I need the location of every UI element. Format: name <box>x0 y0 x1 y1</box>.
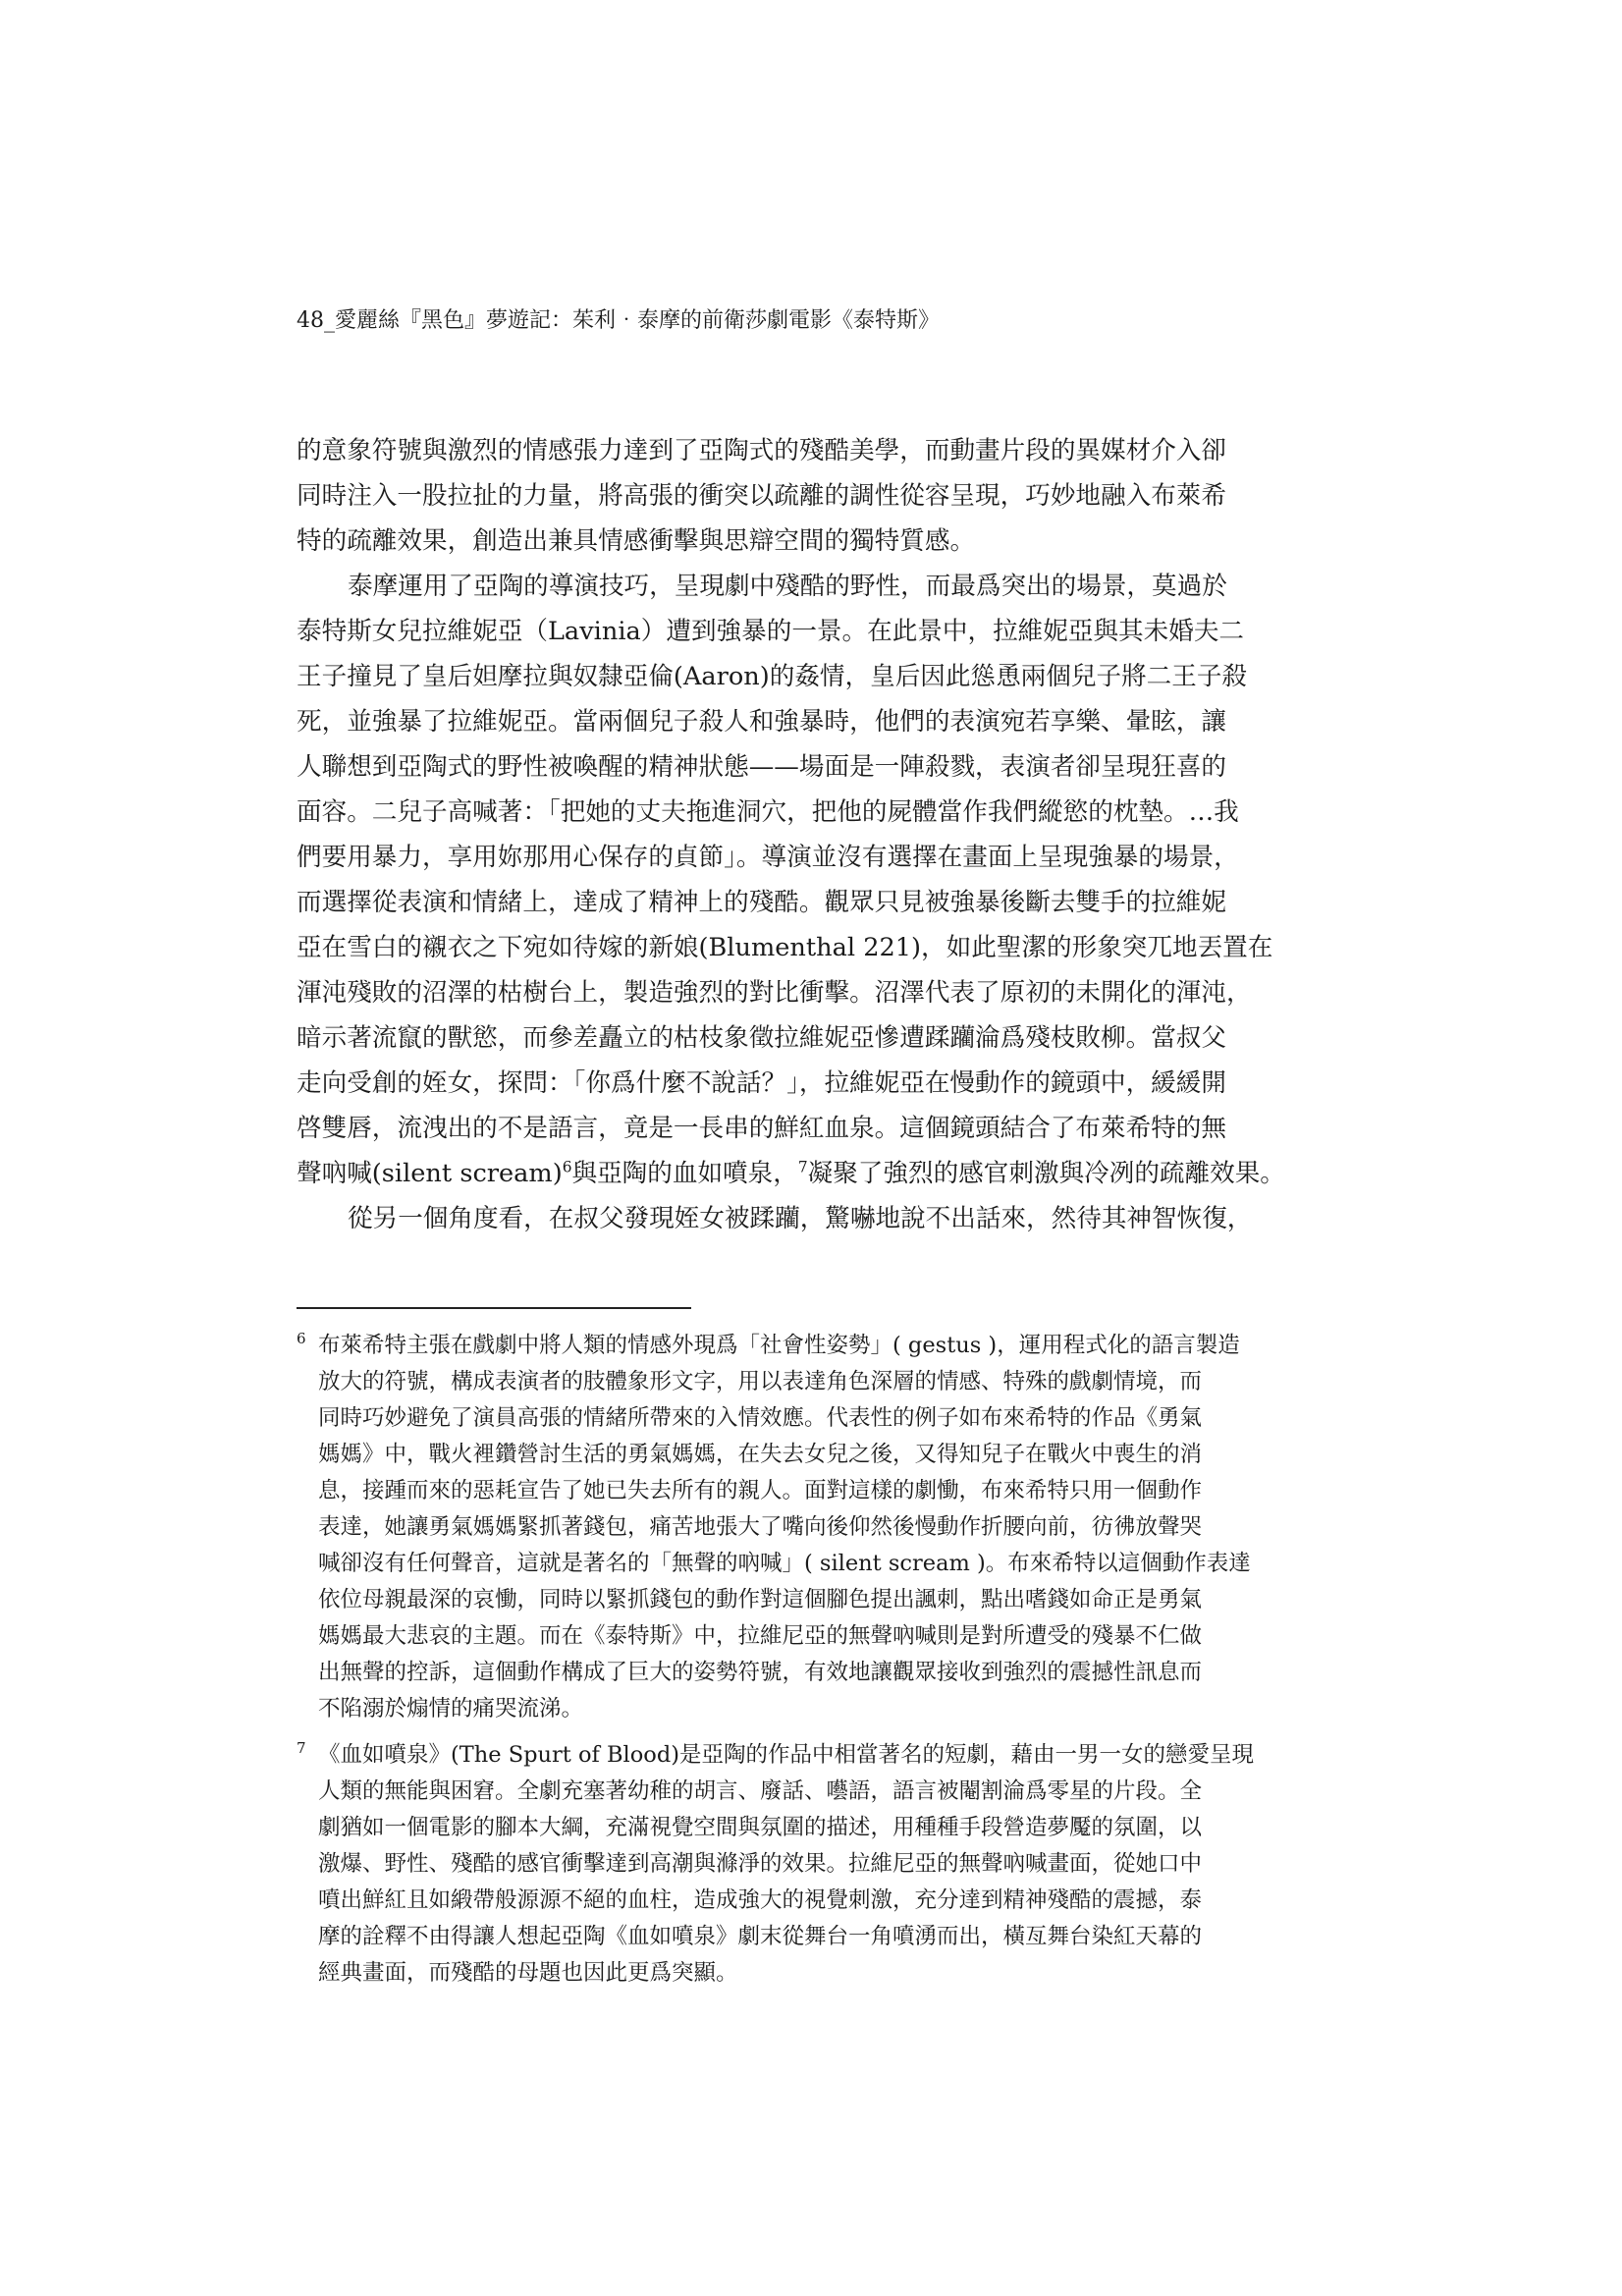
body-line: 們要用暴力，享用妳那用心保存的貞節」。導演並沒有選擇在畫面上呈現強暴的場景， <box>297 843 1239 872</box>
main-text <box>297 428 1320 1241</box>
footnote-line: 布萊希特主張在戲劇中將人類的情感外現爲「社會性姿勢」( gestus )，運用程式化的語言製造 <box>318 1333 1240 1358</box>
body-line: 從另一個角度看，在叔父發現姪女被蹂躪，驚嚇地說不出話來，然待其神智恢復， <box>348 1204 1253 1233</box>
footnote-line: 媽媽》中，戰火裡鑽營討生活的勇氣媽媽，在失去女兒之後，又得知兒子在戰火中喪生的消 <box>318 1442 1203 1467</box>
footnote-line: 噴出鮮紅且如緞帶般源源不絕的血柱，造成強大的視覺刺激，充分達到精神殘酷的震撼，泰 <box>318 1887 1203 1913</box>
body-line: 同時注入一股拉扯的力量，將高張的衝突以疏離的調性從容呈現，巧妙地融入布萊希 <box>297 481 1226 511</box>
body-line: 王子撞見了皇后妲摩拉與奴隸亞倫(Aaron)的姦情，皇后因此慫恿兩個兒子將二王子殺 <box>297 662 1248 691</box>
body-line <box>297 1151 1320 1196</box>
body-line: 走向受創的姪女，探問：「你爲什麼不說話？」，拉維妮亞在慢動作的鏡頭中，緩緩開 <box>297 1068 1226 1098</box>
footnote-line: 息，接踵而來的惡耗宣告了她已失去所有的親人。面對這樣的劇慟，布來希特只用一個動作 <box>318 1478 1203 1503</box>
body-line: 特的疏離效果，創造出兼具情感衝擊與思辯空間的獨特質感。 <box>297 526 976 556</box>
body-line: 啓雙唇，流洩出的不是語言，竟是一長串的鮮紅血泉。這個鏡頭結合了布萊希特的無 <box>297 1114 1226 1143</box>
body-line: 人聯想到亞陶式的野性被喚醒的精神狀態——場面是一陣殺戮，表演者卻呈現狂喜的 <box>297 752 1226 782</box>
body-line: 而選擇從表演和情緒上，達成了精神上的殘酷。觀眾只見被強暴後斷去雙手的拉維妮 <box>297 888 1226 917</box>
footnote-number: 7 <box>297 1739 306 1757</box>
footnote-line: 媽媽最大悲哀的主題。而在《泰特斯》中，拉維尼亞的無聲吶喊則是對所遭受的殘暴不仁做 <box>318 1623 1203 1649</box>
body-text-segment: 與亞陶的血如噴泉， <box>571 1159 798 1188</box>
footnote-line: 激爆、野性、殘酷的感官衝擊達到高潮與滌淨的效果。拉維尼亞的無聲吶喊畫面，從她口中 <box>318 1851 1203 1877</box>
footnote-line: 經典畫面，而殘酷的母題也因此更爲突顯。 <box>318 1960 738 1986</box>
footnotes <box>297 1328 1320 2001</box>
footnote-divider <box>297 1307 691 1309</box>
footnote-line: 劇猶如一個電影的腳本大綱，充滿視覺空間與氛圍的描述，用種種手段營造夢魘的氛圍，以 <box>318 1815 1203 1840</box>
body-line: 的意象符號與激烈的情感張力達到了亞陶式的殘酷美學，而動畫片段的異媒材介入卻 <box>297 436 1226 465</box>
body-line: 泰特斯女兒拉維妮亞（Lavinia）遭到強暴的一景。在此景中，拉維妮亞與其未婚夫二 <box>297 617 1245 646</box>
footnote-7 <box>297 1737 1320 1992</box>
body-text-segment: 凝聚了強烈的感官刺激與冷冽的疏離效果。 <box>807 1159 1285 1188</box>
footnote-line: 人類的無能與困窘。全劇充塞著幼稚的胡言、廢話、囈語，語言被閹割淪爲零星的片段。全 <box>318 1778 1203 1804</box>
footnote-line: 出無聲的控訴，這個動作構成了巨大的姿勢符號，有效地讓觀眾接收到強烈的震撼性訊息而 <box>318 1660 1203 1685</box>
footnote-line: 喊卻沒有任何聲音，這就是著名的「無聲的吶喊」( silent scream )。布來希特以這個動作表達 <box>318 1551 1251 1576</box>
body-line: 死，並強暴了拉維妮亞。當兩個兒子殺人和強暴時，他們的表演宛若享樂、暈眩，讓 <box>297 707 1226 737</box>
body-line: 面容。二兒子高喊著：「把她的丈夫拖進洞穴，把他的屍體當作我們縱慾的枕墊。…我 <box>297 797 1239 827</box>
footnote-6 <box>297 1328 1320 1727</box>
footnote-line: 《血如噴泉》(The Spurt of Blood)是亞陶的作品中相當著名的短劇，藉由一男一女的戀愛呈現 <box>318 1742 1255 1768</box>
footnote-ref-6[interactable]: 6 <box>562 1158 572 1176</box>
body-line: 渾沌殘敗的沼澤的枯樹台上，製造強烈的對比衝擊。沼澤代表了原初的未開化的渾沌， <box>297 978 1252 1008</box>
footnote-line: 依位母親最深的哀慟，同時以緊抓錢包的動作對這個腳色提出諷刺，點出嗜錢如命正是勇氣 <box>318 1587 1203 1613</box>
running-header: 48_愛麗絲『黑色』夢遊記：茱利‧泰摩的前衛莎劇電影《泰特斯》 <box>297 308 940 333</box>
footnote-line: 表達，她讓勇氣媽媽緊抓著錢包，痛苦地張大了嘴向後仰然後慢動作折腰向前，彷彿放聲哭 <box>318 1514 1203 1540</box>
body-line: 暗示著流竄的獸慾，而參差矗立的枯枝象徵拉維妮亞慘遭蹂躪淪爲殘枝敗柳。當叔父 <box>297 1023 1226 1053</box>
body-line: 亞在雪白的襯衣之下宛如待嫁的新娘(Blumenthal 221)，如此聖潔的形象突兀地丟置在 <box>297 933 1273 962</box>
footnote-line: 同時巧妙避免了演員高張的情緒所帶來的入情效應。代表性的例子如布來希特的作品《勇氣 <box>318 1405 1203 1431</box>
footnote-line: 摩的詮釋不由得讓人想起亞陶《血如噴泉》劇末從舞台一角噴湧而出，橫亙舞台染紅天幕的 <box>318 1924 1203 1949</box>
body-text-segment: 聲吶喊(silent scream) <box>297 1159 563 1188</box>
footnote-ref-7[interactable]: 7 <box>797 1158 808 1176</box>
body-line: 泰摩運用了亞陶的導演技巧，呈現劇中殘酷的野性，而最爲突出的場景，莫過於 <box>348 572 1227 601</box>
footnote-number: 6 <box>297 1330 306 1347</box>
footnote-line: 放大的符號，構成表演者的肢體象形文字，用以表達角色深層的情感、特殊的戲劇情境，而 <box>318 1369 1203 1394</box>
footnote-line: 不陷溺於煽情的痛哭流涕。 <box>318 1696 584 1722</box>
